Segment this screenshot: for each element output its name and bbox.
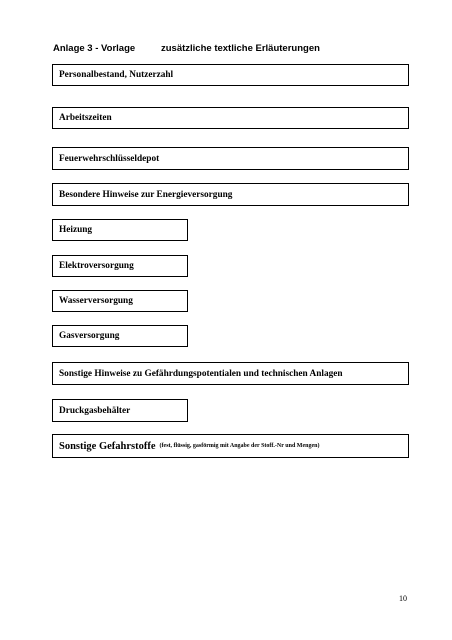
field-label: Wasserversorgung xyxy=(59,296,133,306)
field-energieversorgung[interactable] xyxy=(52,183,409,206)
field-label: Gasversorgung xyxy=(59,331,120,341)
field-personalbestand[interactable] xyxy=(52,64,409,86)
field-gefaehrdungspotentiale[interactable] xyxy=(52,362,409,385)
field-label: Sonstige Hinweise zu Gefährdungspotentialen und technischen Anlagen xyxy=(59,368,343,379)
field-label: Personalbestand, Nutzerzahl xyxy=(59,70,174,80)
page-number: 10 xyxy=(399,594,407,603)
field-label: Feuerwehrschlüsseldepot xyxy=(59,153,160,164)
field-sonstige-gefahrstoffe[interactable] xyxy=(52,434,409,458)
field-label: Druckgasbehälter xyxy=(59,405,131,416)
field-elektroversorgung[interactable] xyxy=(52,255,188,277)
field-wasserversorgung[interactable] xyxy=(52,290,188,312)
field-label: Sonstige Gefahrstoffe xyxy=(59,440,156,452)
field-gasversorgung[interactable] xyxy=(52,325,188,347)
document-heading xyxy=(53,43,413,54)
field-arbeitszeiten[interactable] xyxy=(52,107,409,129)
field-note: (fest, flüssig, gasförmig mit Angabe der Stoff.-Nr und Mengen) xyxy=(159,443,320,449)
heading-subtitle: zusätzliche textliche Erläuterungen xyxy=(161,43,320,54)
field-druckgasbehaelter[interactable] xyxy=(52,399,188,422)
heading-title: Anlage 3 - Vorlage xyxy=(53,43,136,54)
field-feuerwehrschluesseldepot[interactable] xyxy=(52,147,409,170)
field-heizung[interactable] xyxy=(52,219,188,241)
field-label: Arbeitszeiten xyxy=(59,113,112,123)
field-label: Elektroversorgung xyxy=(59,261,134,271)
field-label: Besondere Hinweise zur Energieversorgung xyxy=(59,189,233,200)
field-label: Heizung xyxy=(59,225,93,235)
